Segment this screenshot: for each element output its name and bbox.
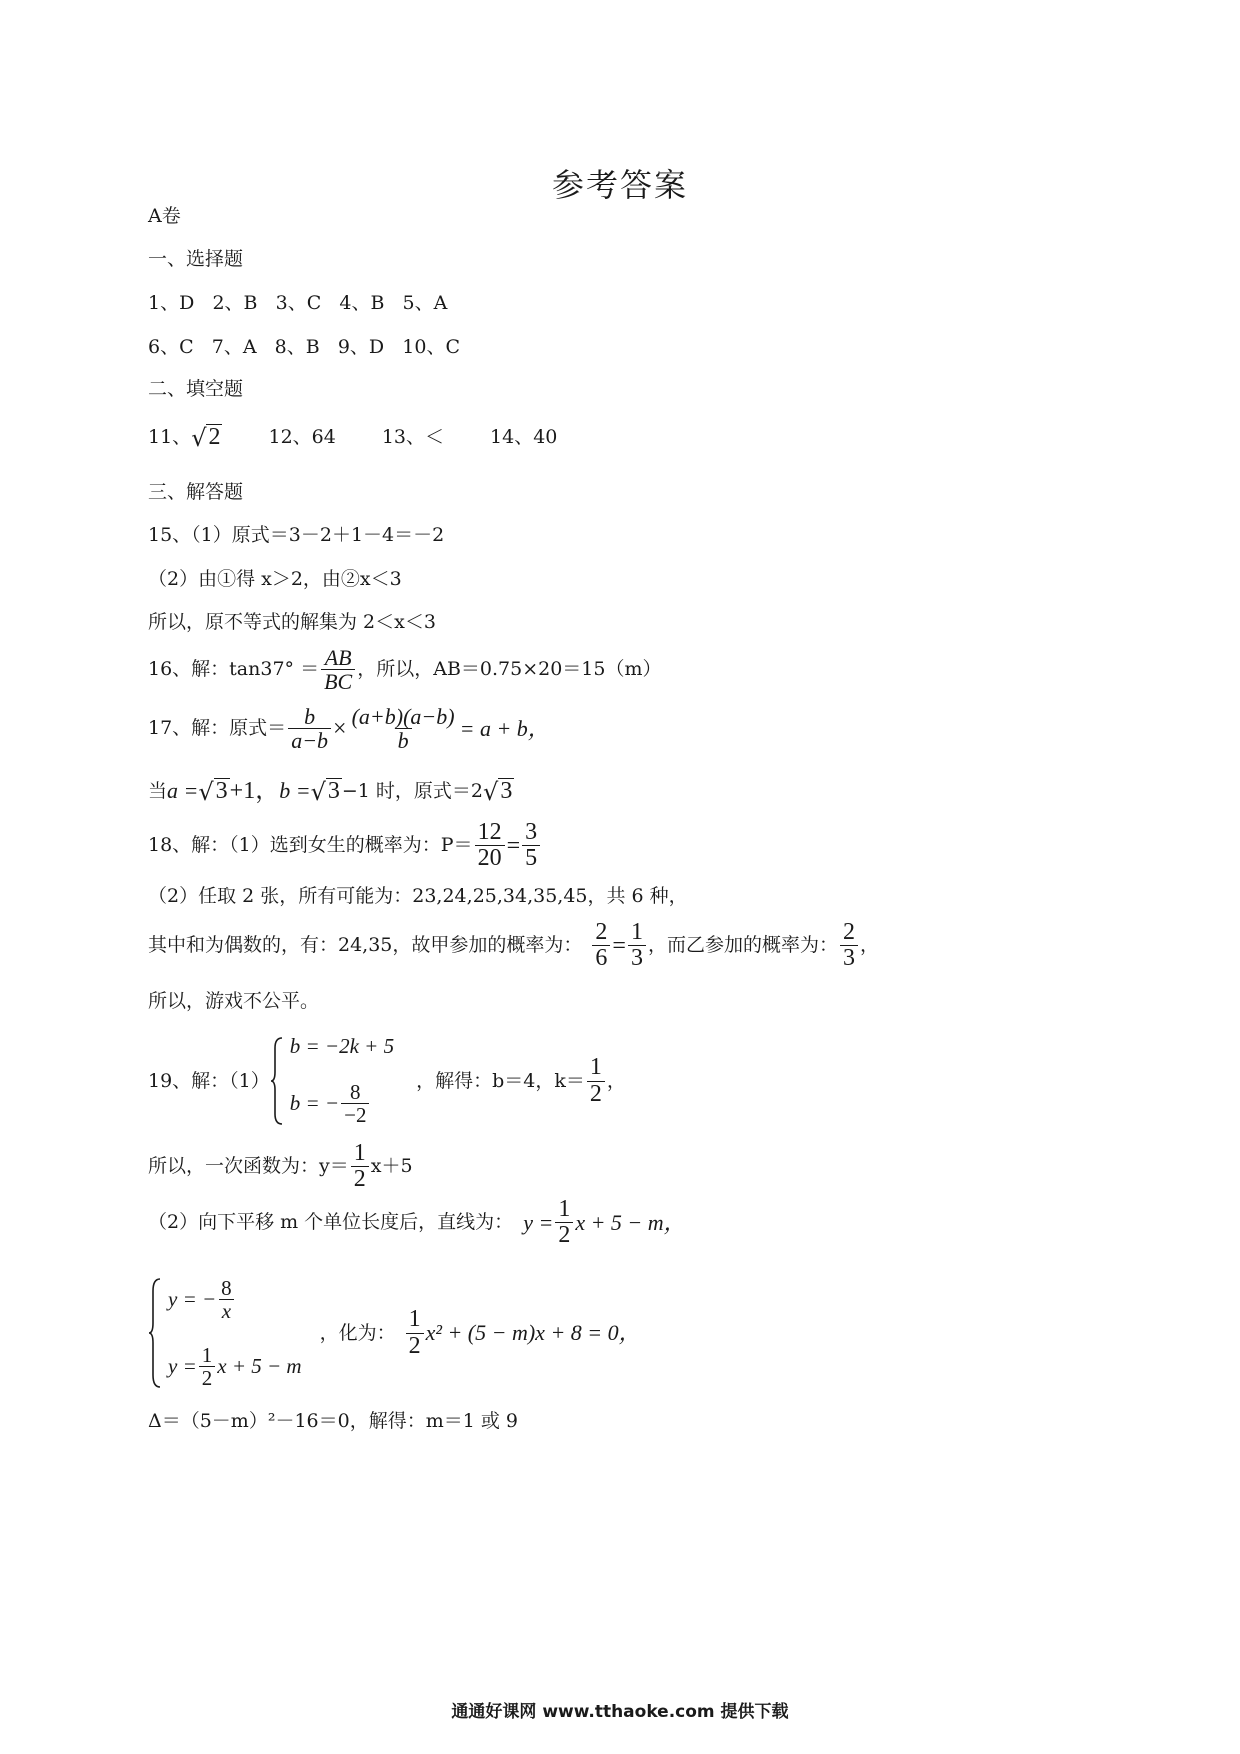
q19d-sys-eq1 xyxy=(168,1277,302,1322)
q19-k-den: 2 xyxy=(587,1081,605,1107)
part1-heading: 一、选择题 xyxy=(148,248,244,270)
q18-prefix: 18、解：（1）选到女生的概率为：P＝ xyxy=(148,834,473,857)
q19-k-fraction xyxy=(587,1055,605,1106)
q19d-eq2-suffix: x + 5 − m xyxy=(217,1353,302,1378)
q15-part2: （2）由①得 x＞2，由②x＜3 xyxy=(148,568,402,590)
q17b-sqrt2: √ 3 xyxy=(310,778,340,807)
q19-line3 xyxy=(148,1197,686,1248)
q19-k-num: 1 xyxy=(589,1054,602,1081)
equals-sign: = xyxy=(612,932,626,959)
left-brace-icon xyxy=(148,1277,162,1389)
q11-sqrt xyxy=(191,424,222,453)
q16-denominator: BC xyxy=(321,669,355,693)
q16-prefix: 16、解：tan37° ＝ xyxy=(148,658,320,681)
q19d-eq2-den: 2 xyxy=(199,1366,216,1389)
q19-suffix: ， xyxy=(606,1069,626,1092)
q18-3-f2-den: 3 xyxy=(628,945,646,971)
q16-numerator: AB xyxy=(324,645,352,670)
q19c-suffix: x + 5 − m， xyxy=(575,1209,686,1235)
q19d-den: 2 xyxy=(406,1333,424,1359)
q18-f1-den: 20 xyxy=(475,845,505,871)
q17b-radicand2: 3 xyxy=(327,778,340,804)
q18-f2-num: 3 xyxy=(525,819,538,845)
q19d-sys-eq2 xyxy=(168,1344,302,1389)
q18-3-f3-den: 3 xyxy=(840,945,858,971)
q12-answer: 12、64 xyxy=(268,425,336,448)
q13-answer: 13、＜ xyxy=(381,425,445,448)
q19b-prefix: 所以，一次函数为：y＝ xyxy=(148,1155,349,1178)
q17-f1-denominator: a−b xyxy=(288,728,331,752)
equals-sign: = xyxy=(506,832,521,859)
q17b-prefix: 当 xyxy=(148,779,168,802)
q17-prefix: 17、解：原式＝ xyxy=(148,717,287,740)
q19d-eq1-den: x xyxy=(219,1299,234,1322)
q19d-fraction xyxy=(406,1307,424,1358)
times-sign: × xyxy=(333,715,347,742)
q18-line3 xyxy=(148,920,879,971)
q19b-suffix: x＋5 xyxy=(370,1155,413,1178)
q18-3-fraction1 xyxy=(592,920,610,971)
q19-sys-eq1: b = −2k + 5 xyxy=(289,1034,395,1058)
q18-3-fraction3 xyxy=(840,920,858,971)
q19d-eq2-prefix: y = xyxy=(168,1353,197,1378)
q18-3-f1-den: 6 xyxy=(592,945,610,971)
q17b-radicand3: 3 xyxy=(500,778,513,804)
q16-fraction xyxy=(321,646,355,693)
q17-f2-numerator: (a+b)(a−b) xyxy=(351,704,455,729)
part2-heading: 二、填空题 xyxy=(148,378,244,400)
q18-3-suffix: ， xyxy=(859,934,879,957)
q17-fraction1 xyxy=(288,705,331,752)
q19-prefix: 19、解：（1） xyxy=(148,1069,270,1092)
q19c-den: 2 xyxy=(555,1222,573,1248)
section-label: A卷 xyxy=(148,205,181,227)
q19-discriminant: Δ＝（5－m）²－16＝0，解得：m＝1 或 9 xyxy=(148,1410,518,1432)
q18-f2-den: 5 xyxy=(522,845,540,871)
q19-line2 xyxy=(148,1141,413,1192)
q19-sys-eq2 xyxy=(290,1081,394,1126)
q18-fraction2 xyxy=(522,820,540,871)
q18-3-f2-num: 1 xyxy=(630,919,643,945)
choice-answers-row2: 6、C 7、A 8、B 9、D 10、C xyxy=(148,336,460,358)
q19c-prefix: （2）向下平移 m 个单位长度后，直线为： xyxy=(148,1211,514,1234)
q17b-radicand1: 3 xyxy=(215,778,228,804)
q19c-fraction xyxy=(555,1197,573,1248)
q19d-equation-system xyxy=(148,1277,302,1389)
q17b-minus1-result: −1 时，原式＝2 xyxy=(341,779,484,802)
q18-conclusion: 所以，游戏不公平。 xyxy=(148,990,320,1012)
q19d-eq2-num: 1 xyxy=(201,1342,213,1367)
footer-source: 通通好课网 www.tthaoke.com 提供下载 xyxy=(451,1702,789,1722)
radical-sign: √ xyxy=(191,424,207,453)
q18-3-fraction2 xyxy=(628,920,646,971)
part3-heading: 三、解答题 xyxy=(148,481,244,503)
q18-line1 xyxy=(148,820,542,871)
q17b-a-eq: a = xyxy=(167,778,199,804)
q19-sys-eq2-den: −2 xyxy=(341,1103,369,1126)
choice-answers-row1: 1、D 2、B 3、C 4、B 5、A xyxy=(148,292,448,314)
q18-fraction1 xyxy=(475,820,505,871)
q19-line4 xyxy=(148,1277,641,1389)
q17-suffix: = a + b， xyxy=(459,715,550,741)
q19d-eq1-num: 8 xyxy=(221,1276,232,1300)
q19b-den: 2 xyxy=(351,1166,369,1192)
q18-f1-num: 12 xyxy=(477,819,502,845)
q19-middle: ，解得：b＝4，k＝ xyxy=(416,1069,585,1092)
q16-suffix: ，所以，AB＝0.75×20＝15（m） xyxy=(357,658,662,681)
q19b-fraction xyxy=(351,1141,369,1192)
q11-radicand: 2 xyxy=(208,424,221,450)
q15-part1: 15、（1）原式＝3－2＋1－4＝－2 xyxy=(148,524,445,546)
q16-line xyxy=(148,646,662,693)
q18-3-middle: ，而乙参加的概率为： xyxy=(647,934,838,957)
q17-f1-numerator: b xyxy=(304,704,316,729)
left-brace-icon xyxy=(270,1036,284,1126)
q18-3-f3-num: 2 xyxy=(842,919,855,945)
q18-line2: （2）任取 2 张，所有可能为：23,24,25,34,35,45，共 6 种， xyxy=(148,885,688,907)
q17b-b-eq: b = xyxy=(279,778,311,804)
q17-f2-denominator: b xyxy=(395,728,412,752)
q19d-middle: ，化为： xyxy=(319,1321,396,1344)
q19-line1 xyxy=(148,1036,626,1126)
q19d-suffix: x² + (5 − m)x + 8 = 0， xyxy=(425,1320,641,1345)
q19b-num: 1 xyxy=(353,1140,366,1166)
q14-answer: 14、40 xyxy=(490,425,558,448)
q18-3-f1-num: 2 xyxy=(595,919,608,945)
q18-3-prefix: 其中和为偶数的，有：24,35，故甲参加的概率为： xyxy=(148,934,583,957)
q19d-eq1-prefix: y = − xyxy=(168,1287,217,1312)
q19-sys-eq2-prefix: b = − xyxy=(289,1090,340,1115)
page-title: 参考答案 xyxy=(551,166,688,204)
q19c-num: 1 xyxy=(558,1196,571,1222)
q19c-y-eq: y = xyxy=(523,1209,554,1235)
q17b-sqrt3: √ 3 xyxy=(483,778,513,807)
q15-conclusion: 所以，原不等式的解集为 2＜x＜3 xyxy=(148,611,436,633)
q19-equation-system xyxy=(270,1036,394,1126)
q17-fraction2 xyxy=(349,705,458,752)
q17b-plus1: +1， xyxy=(229,778,280,805)
q19d-num: 1 xyxy=(408,1306,421,1333)
q19-sys-eq2-num: 8 xyxy=(350,1079,361,1104)
q17-substitution-line xyxy=(148,778,514,807)
q11-label: 11、 xyxy=(148,425,192,448)
q17-line xyxy=(148,705,550,752)
q17b-sqrt1: √ 3 xyxy=(198,778,228,807)
fill-answers-row xyxy=(148,424,558,453)
